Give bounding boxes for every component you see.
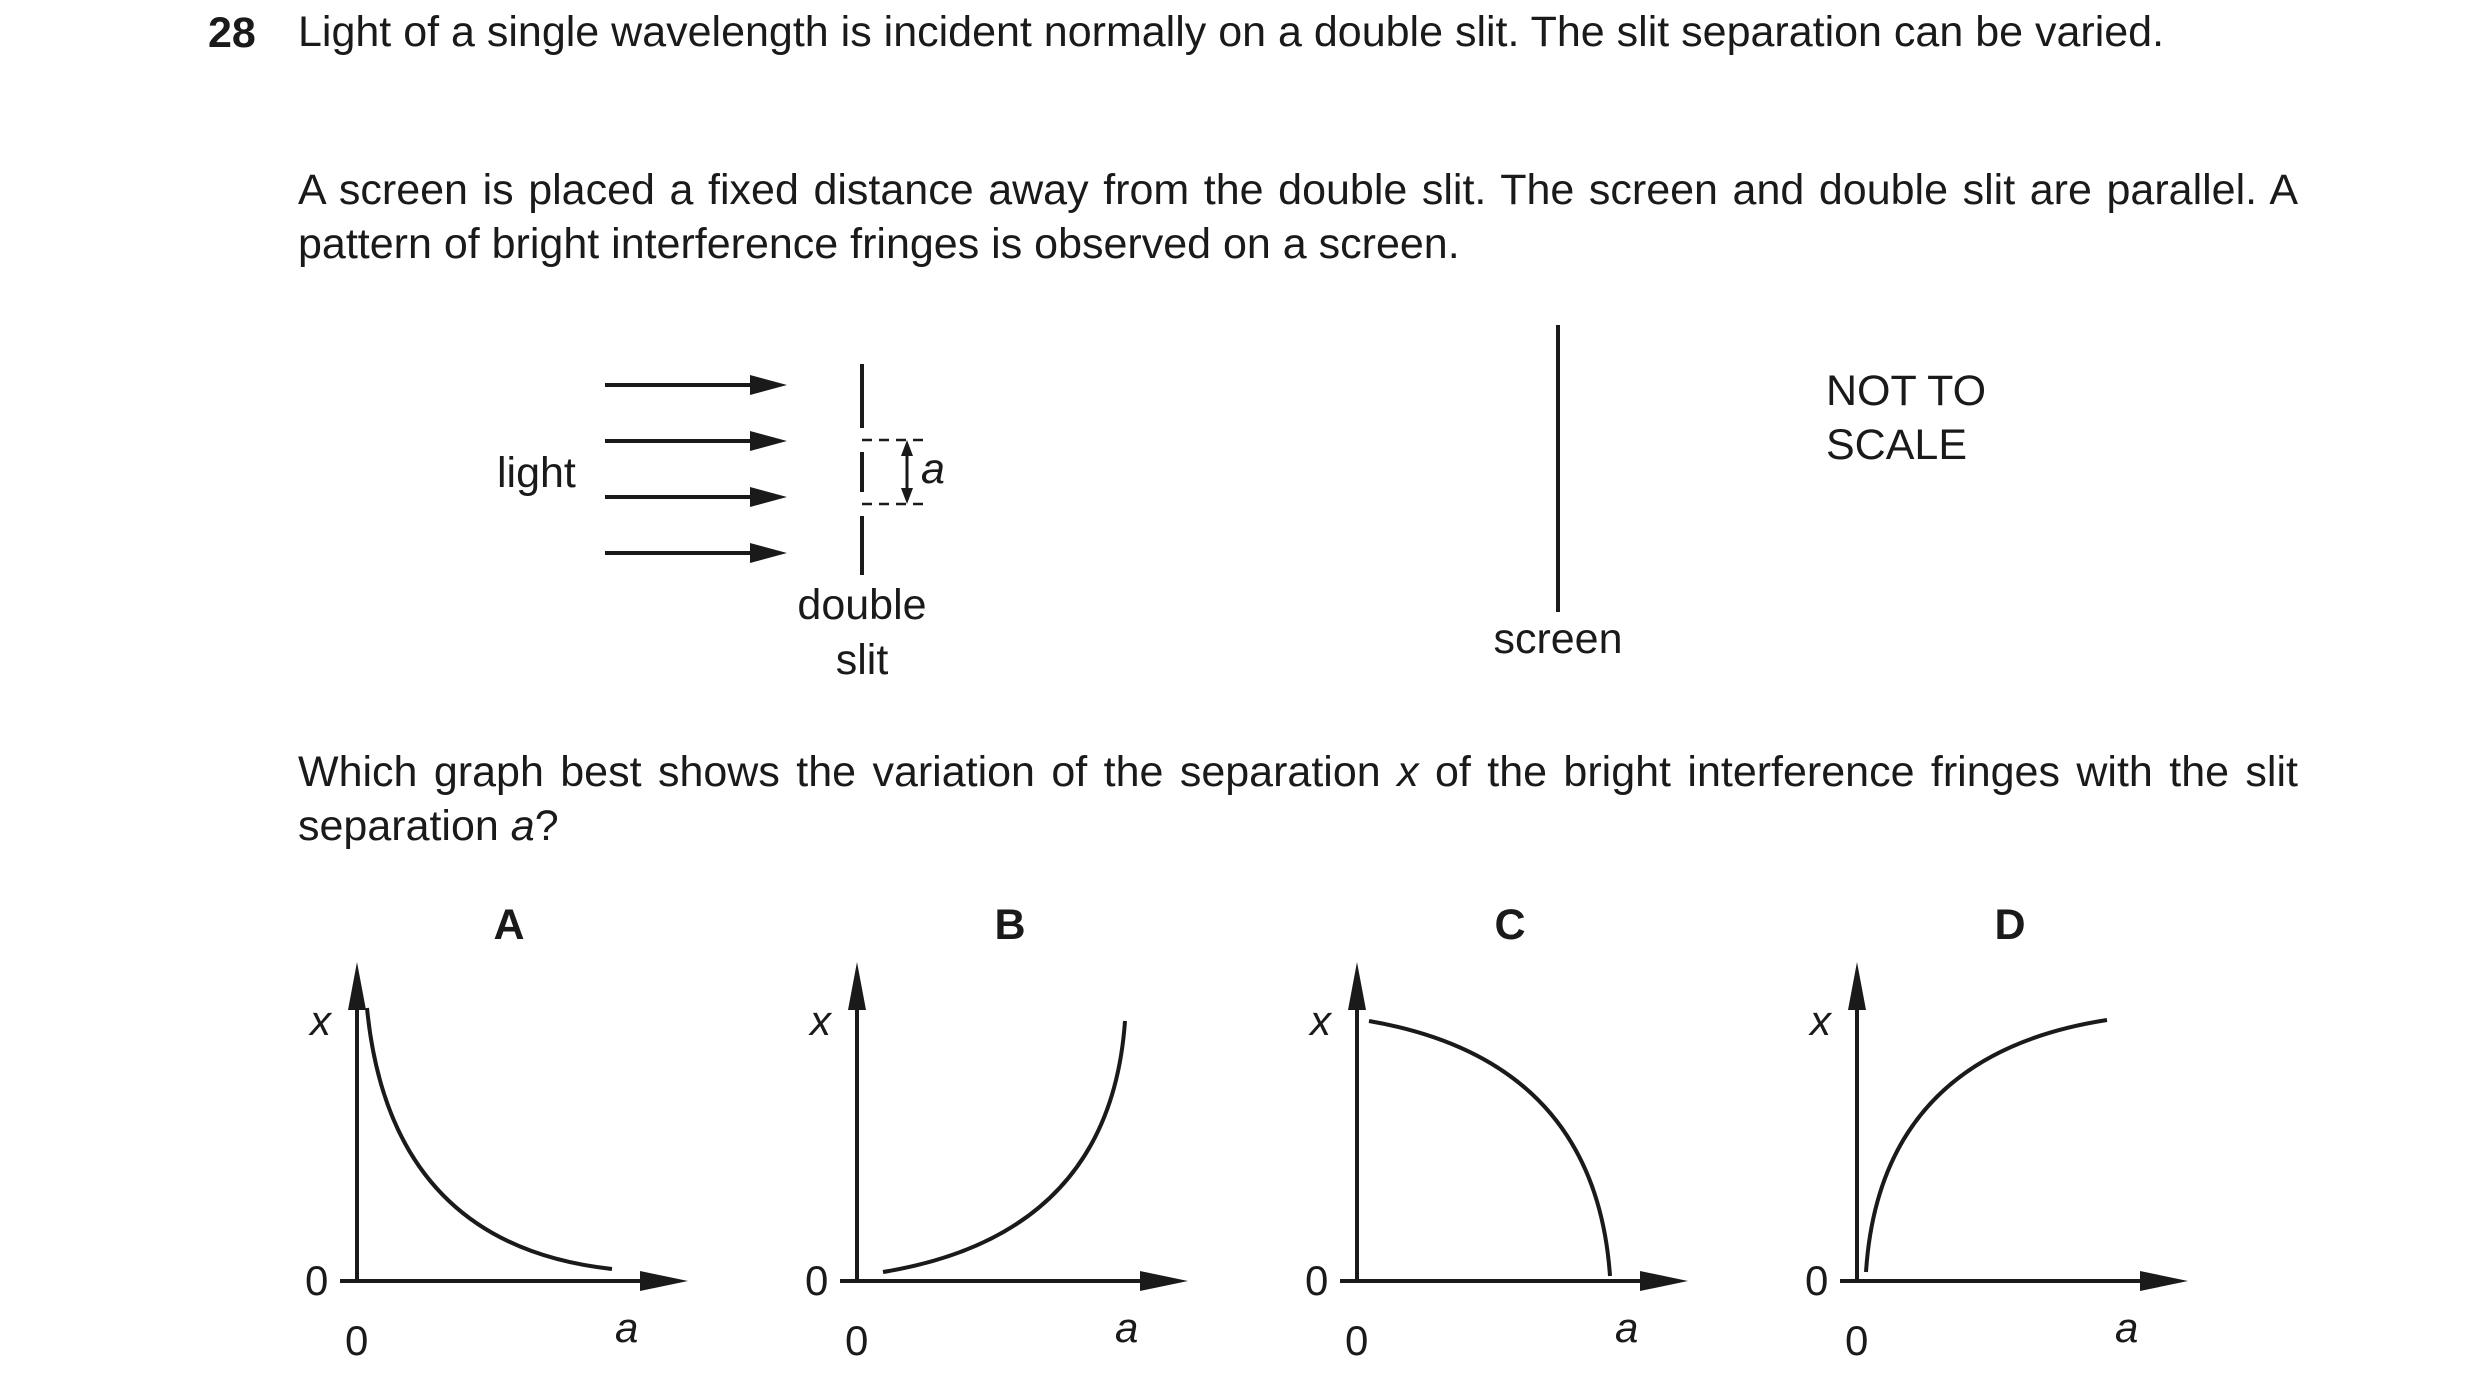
graph-b-y-arrowhead: [848, 962, 866, 1010]
graph-c-x-arrowhead: [1640, 1271, 1688, 1291]
question-number: 28: [208, 9, 256, 57]
option-d-letter[interactable]: D: [1994, 901, 2026, 949]
prompt-text-end: ?: [534, 802, 559, 850]
light-label: light: [497, 449, 576, 497]
double-slit-label: [762, 580, 962, 685]
graph-d-x-label: a: [2115, 1304, 2139, 1351]
not-to-scale-line1: NOT TO: [1826, 367, 1987, 415]
graph-b-y-label: x: [810, 997, 831, 1044]
light-arrows: [605, 375, 787, 563]
graph-d[interactable]: [1795, 950, 2215, 1370]
option-c-letter[interactable]: C: [1494, 901, 1526, 949]
graph-b-origin-y: 0: [805, 1257, 829, 1304]
graph-c[interactable]: [1295, 950, 1715, 1370]
graph-b-origin-x: 0: [845, 1317, 869, 1364]
graph-c-y-arrowhead: [1348, 962, 1366, 1010]
not-to-scale-line2: SCALE: [1826, 421, 1968, 469]
graph-c-x-label: a: [1615, 1304, 1639, 1351]
prompt-text-pre: Which graph best shows the variation of the separation: [298, 748, 1398, 796]
slit-separation-label: a: [921, 445, 945, 493]
question-intro-2: A screen is placed a fixed distance away from the double slit. The screen and double slit are parallel. A pattern of bright interference fringes is observed on a screen.: [298, 166, 2298, 268]
prompt-var-x: x: [1397, 748, 1419, 796]
graph-c-curve: [1369, 1021, 1610, 1276]
not-to-scale-note: [1826, 364, 1986, 472]
graph-d-origin-x: 0: [1845, 1317, 1869, 1364]
prompt-text-mid: of the bright interference fringes with the slit separation: [298, 748, 2298, 850]
screen-label: screen: [1493, 615, 1623, 663]
graph-b-x-label: a: [1115, 1304, 1139, 1351]
graph-a-origin-x: 0: [345, 1317, 369, 1364]
graph-d-x-arrowhead: [2140, 1271, 2188, 1291]
graph-c-y-label: x: [1310, 997, 1331, 1044]
graph-b[interactable]: [795, 950, 1215, 1370]
slit-separation-arrow: [901, 440, 913, 504]
graph-d-y-arrowhead: [1848, 962, 1866, 1010]
graph-b-curve: [883, 1021, 1125, 1272]
graph-a-x-label: a: [615, 1304, 639, 1351]
slit-separation-guides: [862, 440, 925, 504]
question-prompt: [298, 745, 2298, 853]
graph-d-curve: [1866, 1020, 2107, 1272]
graph-d-origin-y: 0: [1805, 1257, 1829, 1304]
graph-a-x-arrowhead: [640, 1271, 688, 1291]
option-a-letter[interactable]: A: [493, 901, 525, 949]
graph-a-y-arrowhead: [348, 962, 366, 1010]
graph-a[interactable]: [295, 950, 715, 1370]
graph-d-y-label: x: [1810, 997, 1831, 1044]
graph-c-origin-y: 0: [1305, 1257, 1329, 1304]
double-slit-label-line2: slit: [835, 636, 889, 684]
option-b-letter[interactable]: B: [994, 901, 1026, 949]
graph-b-x-arrowhead: [1140, 1271, 1188, 1291]
graph-a-curve: [367, 1008, 612, 1269]
graph-a-y-label: x: [310, 997, 331, 1044]
prompt-var-a: a: [510, 802, 535, 850]
graph-a-origin-y: 0: [305, 1257, 329, 1304]
graph-c-origin-x: 0: [1345, 1317, 1369, 1364]
double-slit-label-line1: double: [797, 581, 927, 629]
question-intro-1: Light of a single wavelength is incident normally on a double slit. The slit separation can be varied.: [298, 8, 2165, 56]
